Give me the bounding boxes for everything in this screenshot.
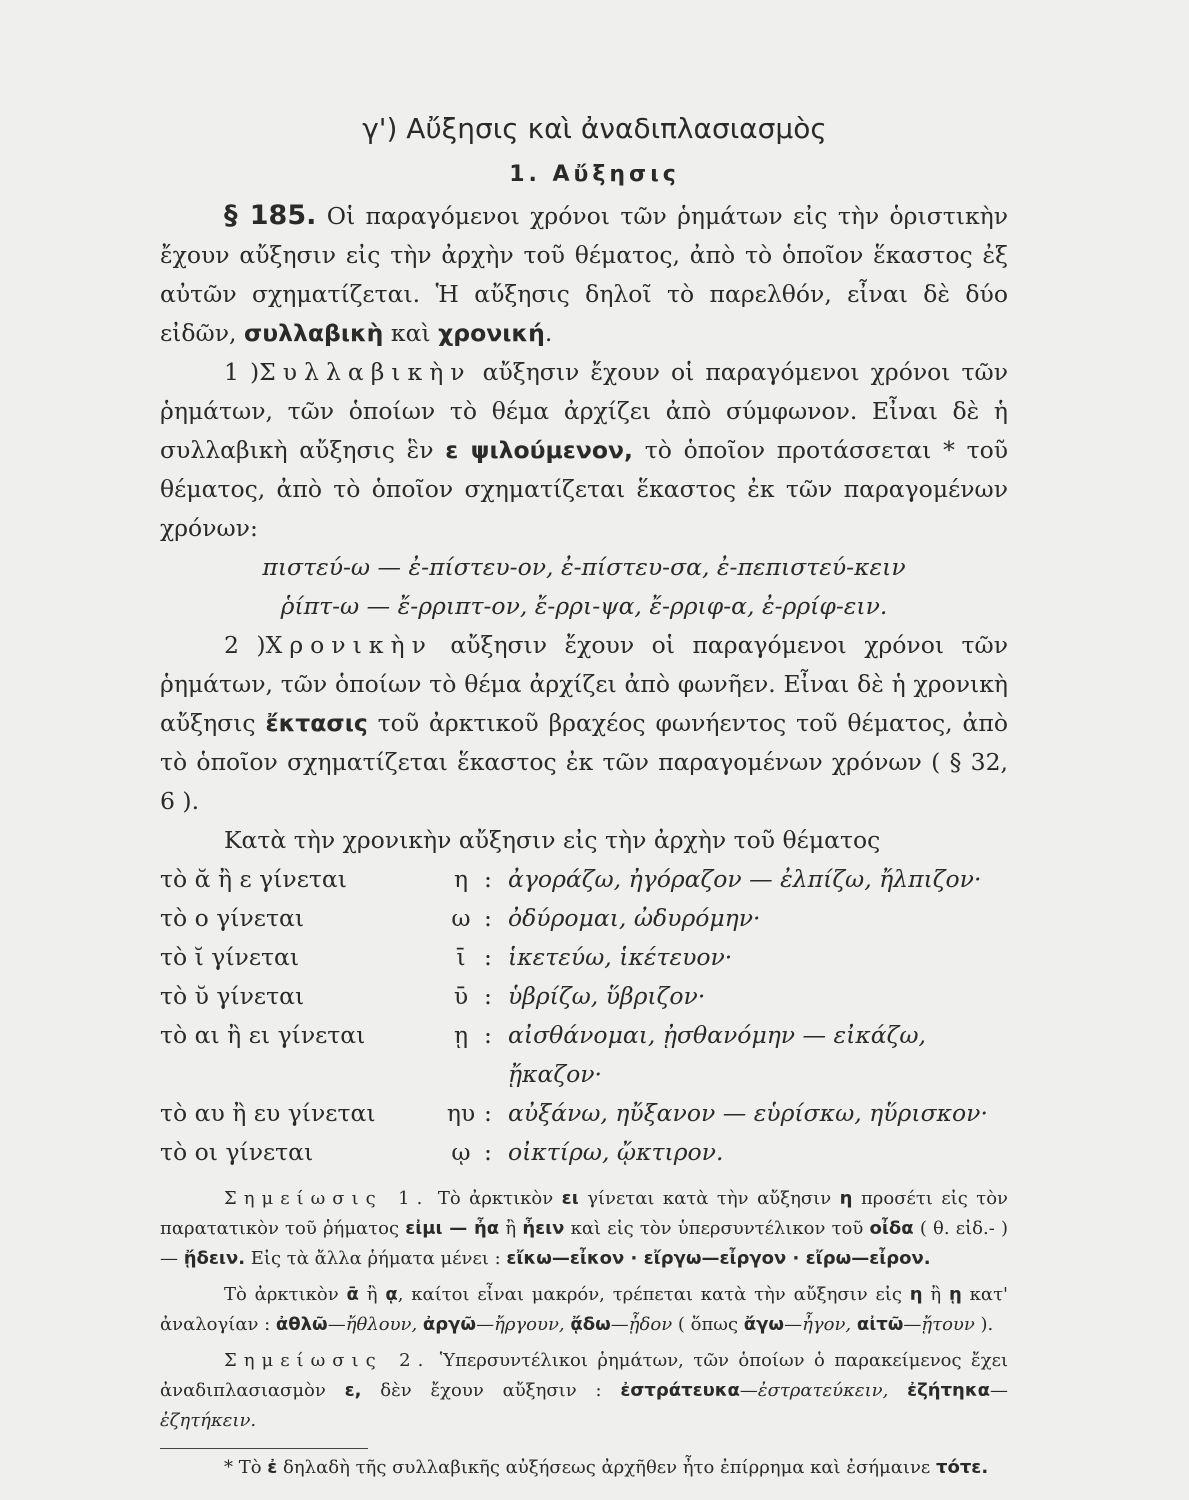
rule-cell: τὸ ο γίνεται xyxy=(160,904,305,932)
text: αὔξησιν ἔχουν οἱ παραγόμενοι χρόνοι τῶν ῥημάτων, τῶν ὁποίων τὸ θέμα ἀρχίζει ἀπὸ σύμφωνον. Εἶναι δὲ ἡ συλλαβικὴ αὔξησις ἓν xyxy=(160,358,1009,464)
bold-term: αἰτῶ xyxy=(856,1314,904,1335)
footnote xyxy=(160,1453,1008,1483)
table-row xyxy=(160,1016,1008,1094)
text: καὶ εἰς τὸν ὑπερσυντέλικον τοῦ xyxy=(564,1218,870,1239)
rule-cell: τὸ αι ἢ ει γίνεται xyxy=(160,1021,366,1049)
text: ( θ. εἰδ.- )— xyxy=(160,1218,1008,1269)
examples-cell: αἰσθάνομαι, ᾐσθανόμην — εἰκάζω, ᾔκαζον· xyxy=(508,1021,926,1088)
bold-term: ῃ xyxy=(949,1284,962,1305)
vowel-cell: ῃ xyxy=(453,1021,469,1049)
bold-term: η xyxy=(839,1188,853,1209)
colon: : xyxy=(484,1138,492,1166)
note-1 xyxy=(160,1184,1008,1274)
table-row xyxy=(160,899,1008,938)
bold-term: τότε. xyxy=(935,1457,989,1478)
text: Τὸ ἀρκτικὸν xyxy=(429,1188,562,1209)
bold-term: χρονική xyxy=(438,319,545,347)
bold-term: ἔκτασις xyxy=(265,709,368,737)
table-row xyxy=(160,1133,1008,1172)
section-title: 1. Αὔξησις xyxy=(509,162,680,187)
vowel-cell: ῡ xyxy=(453,982,469,1010)
paragraph-intro-table: Κατὰ τὴν χρονικὴν αὔξησιν εἰς τὴν ἀρχὴν τοῦ θέματος xyxy=(224,826,881,854)
text: τὸ ὁποῖον προτάσσεται * τοῦ θέματος, ἀπὸ τὸ ὁποῖον σχηματίζεται ἕκαστος ἐκ τῶν παραγομένων χρόνων: xyxy=(160,436,1009,542)
spaced-term: Συλλαβικὴν xyxy=(259,358,472,386)
text: Τὸ ἀρκτικὸν xyxy=(224,1284,347,1305)
text: Εἰς τὰ ἄλλα ῥήματα μένει : xyxy=(245,1248,507,1269)
bold-term: ἀργῶ xyxy=(422,1314,477,1335)
text: Ὑπερσυντέλικοι ῥημάτων, τῶν ὁποίων ὁ παρακείμενος ἔχει ἀναδιπλασιασμὸν xyxy=(160,1350,1008,1401)
text: αὔξησιν ἔχουν οἱ παραγόμενοι χρόνοι τῶν ῥημάτων, τῶν ὁποίων τὸ θέμα ἀρχίζει ἀπὸ φωνῆεν. Εἶναι δὲ ἡ χρονικὴ αὔξησις xyxy=(160,631,1009,737)
examples-cell: ὀδύρομαι, ὠδυρόμην· xyxy=(508,904,761,932)
section-number: § 185. xyxy=(224,200,317,231)
rule-cell: τὸ ῠ γίνεται xyxy=(160,982,305,1010)
bold-term: ᾔδειν. xyxy=(183,1248,246,1269)
note-long-alpha xyxy=(160,1280,1008,1340)
text: τοῦ ἀρκτικοῦ βραχέος φωνήεντος τοῦ θέματος, ἀπὸ τὸ ὁποῖον σχηματίζεται ἕκαστος ἐκ τῶν παραγομένων χρόνων ( § 32, 6 ). xyxy=(160,709,1008,815)
italic-form: —ᾔτουν xyxy=(903,1314,975,1335)
rule-cell: τὸ ῐ γίνεται xyxy=(160,943,300,971)
colon: : xyxy=(484,943,492,971)
bold-term: ᾱ xyxy=(346,1284,359,1305)
text: καὶ xyxy=(383,319,439,347)
colon: : xyxy=(484,1099,492,1127)
item-number: 2 ) xyxy=(224,631,266,659)
bold-term: ἄγω xyxy=(743,1314,785,1335)
italic-form: —ἤργουν, xyxy=(476,1314,571,1335)
item-number: 1 ) xyxy=(224,358,260,386)
note-label: Σημείωσις 2. xyxy=(224,1350,431,1371)
bold-term: ε, xyxy=(344,1380,362,1401)
examples-cell: αὐξάνω, ηὔξανον — εὑρίσκω, ηὕρισκον· xyxy=(508,1099,988,1127)
italic-form: —ἦγον, xyxy=(784,1314,857,1335)
table-row xyxy=(160,977,1008,1016)
colon: : xyxy=(484,1021,492,1049)
bold-term: ει xyxy=(561,1188,579,1209)
bold-term: ἐστράτευκα xyxy=(620,1380,740,1401)
bold-term: εἴκω—εἶκον · εἴργω—εἶργον · εἴρω—εἶρον. xyxy=(506,1248,931,1269)
table-row xyxy=(160,860,1008,899)
paragraph-syllabic xyxy=(160,353,1008,548)
vowel-cell: ῳ xyxy=(451,1138,471,1166)
bold-term: εἰμι — ἦα xyxy=(405,1218,500,1239)
italic-form: —ἐστρατεύκειν, xyxy=(739,1380,908,1401)
text: ἢ xyxy=(499,1218,523,1239)
text: ( ὅπως xyxy=(672,1314,744,1335)
italic-form: —ἤθλουν, xyxy=(327,1314,423,1335)
paragraph-185 xyxy=(160,196,1008,353)
spaced-term: Χρονικὴν xyxy=(265,631,433,659)
text: Οἱ παραγόμενοι χρόνοι τῶν ῥημάτων εἰς τὴν ὁριστικὴν ἔχουν αὔξησιν εἰς τὴν ἀρχὴν τοῦ θέματος, ἀπὸ τὸ ὁποῖον ἕκαστος ἐξ αὐτῶν σχηματίζεται. Ἡ αὔξησις δηλοῖ τὸ παρελθόν, εἶναι δὲ δύο εἰδῶν, xyxy=(160,202,1008,347)
footnote-divider xyxy=(160,1448,368,1449)
text: δηλαδὴ τῆς συλλαβικῆς αὐξήσεως ἀρχῆθεν ἦτο ἐπίρρημα καὶ ἐσήμαινε xyxy=(277,1457,936,1478)
text: ἢ xyxy=(922,1284,950,1305)
bold-term: ἐζήτηκα xyxy=(907,1380,991,1401)
table-row xyxy=(160,938,1008,977)
bold-term: ἀθλῶ xyxy=(275,1314,328,1335)
example-line: ῥίπτ-ω — ἔ-ρριπτ-ον, ἔ-ρρι-ψα, ἔ-ρριφ-α, ἐ-ρρίφ-ειν. xyxy=(280,592,888,620)
rule-cell: τὸ οι γίνεται xyxy=(160,1138,314,1166)
text: γίνεται κατὰ τὴν αὔξησιν xyxy=(578,1188,840,1209)
colon: : xyxy=(484,865,492,893)
rule-cell: τὸ ᾰ ἢ ε γίνεται xyxy=(160,865,347,893)
text: δὲν ἔχουν αὔξησιν : xyxy=(361,1380,621,1401)
examples-cell: ἱκετεύω, ἱκέτευον· xyxy=(508,943,733,971)
paragraph-temporal xyxy=(160,626,1008,821)
vowel-cell: ω xyxy=(451,904,471,932)
rule-cell: τὸ αυ ἢ ευ γίνεται xyxy=(160,1099,376,1127)
vowel-cell: η xyxy=(453,865,469,893)
text: . xyxy=(544,319,553,347)
examples-cell: ἀγοράζω, ἠγόραζον — ἐλπίζω, ἤλπιζον· xyxy=(508,865,982,893)
vowel-cell: ῑ xyxy=(456,943,466,971)
bold-term: ἦειν xyxy=(522,1218,565,1239)
text: προσέτι εἰς τὸν παρατατικὸν τοῦ ῥήματος xyxy=(160,1188,1008,1239)
body-text xyxy=(160,196,1008,1489)
note-2 xyxy=(160,1346,1008,1436)
bold-term: ᾄδω xyxy=(570,1314,611,1335)
colon: : xyxy=(484,904,492,932)
italic-form: — ἐζητήκειν. xyxy=(160,1380,1009,1431)
chapter-title: γ') Αὔξησις καὶ ἀναδιπλασιασμὸς xyxy=(362,112,827,145)
examples-cell: ὑβρίζω, ὕβριζον· xyxy=(508,982,706,1010)
text: κατ' ἀναλογίαν : xyxy=(160,1284,1008,1335)
text: * Τὸ xyxy=(224,1457,268,1478)
bold-term: ἐ xyxy=(267,1457,278,1478)
examples-cell: οἰκτίρω, ᾤκτιρον. xyxy=(508,1138,724,1166)
bold-term: συλλαβικὴ xyxy=(243,319,384,347)
colon: : xyxy=(484,982,492,1010)
example-line: πιστεύ-ω — ἐ-πίστευ-ον, ἐ-πίστευ-σα, ἐ-πεπιστεύ-κειν xyxy=(262,553,906,581)
table-row xyxy=(160,1094,1008,1133)
bold-term: οἶδα xyxy=(869,1218,914,1239)
text: ). xyxy=(974,1314,994,1335)
bold-term: ᾳ xyxy=(385,1284,398,1305)
text: ἢ xyxy=(358,1284,386,1305)
italic-form: —ᾖδον xyxy=(610,1314,673,1335)
bold-term: η xyxy=(909,1284,923,1305)
vowel-cell: ηυ xyxy=(446,1099,476,1127)
notes xyxy=(160,1184,1008,1483)
bold-term: ε ψιλούμενον, xyxy=(445,436,633,464)
note-label: Σημείωσις 1. xyxy=(224,1188,430,1209)
augment-table xyxy=(160,860,1008,1172)
text: , καίτοι εἶναι μακρόν, τρέπεται κατὰ τὴν αὔξησιν εἰς xyxy=(397,1284,910,1305)
